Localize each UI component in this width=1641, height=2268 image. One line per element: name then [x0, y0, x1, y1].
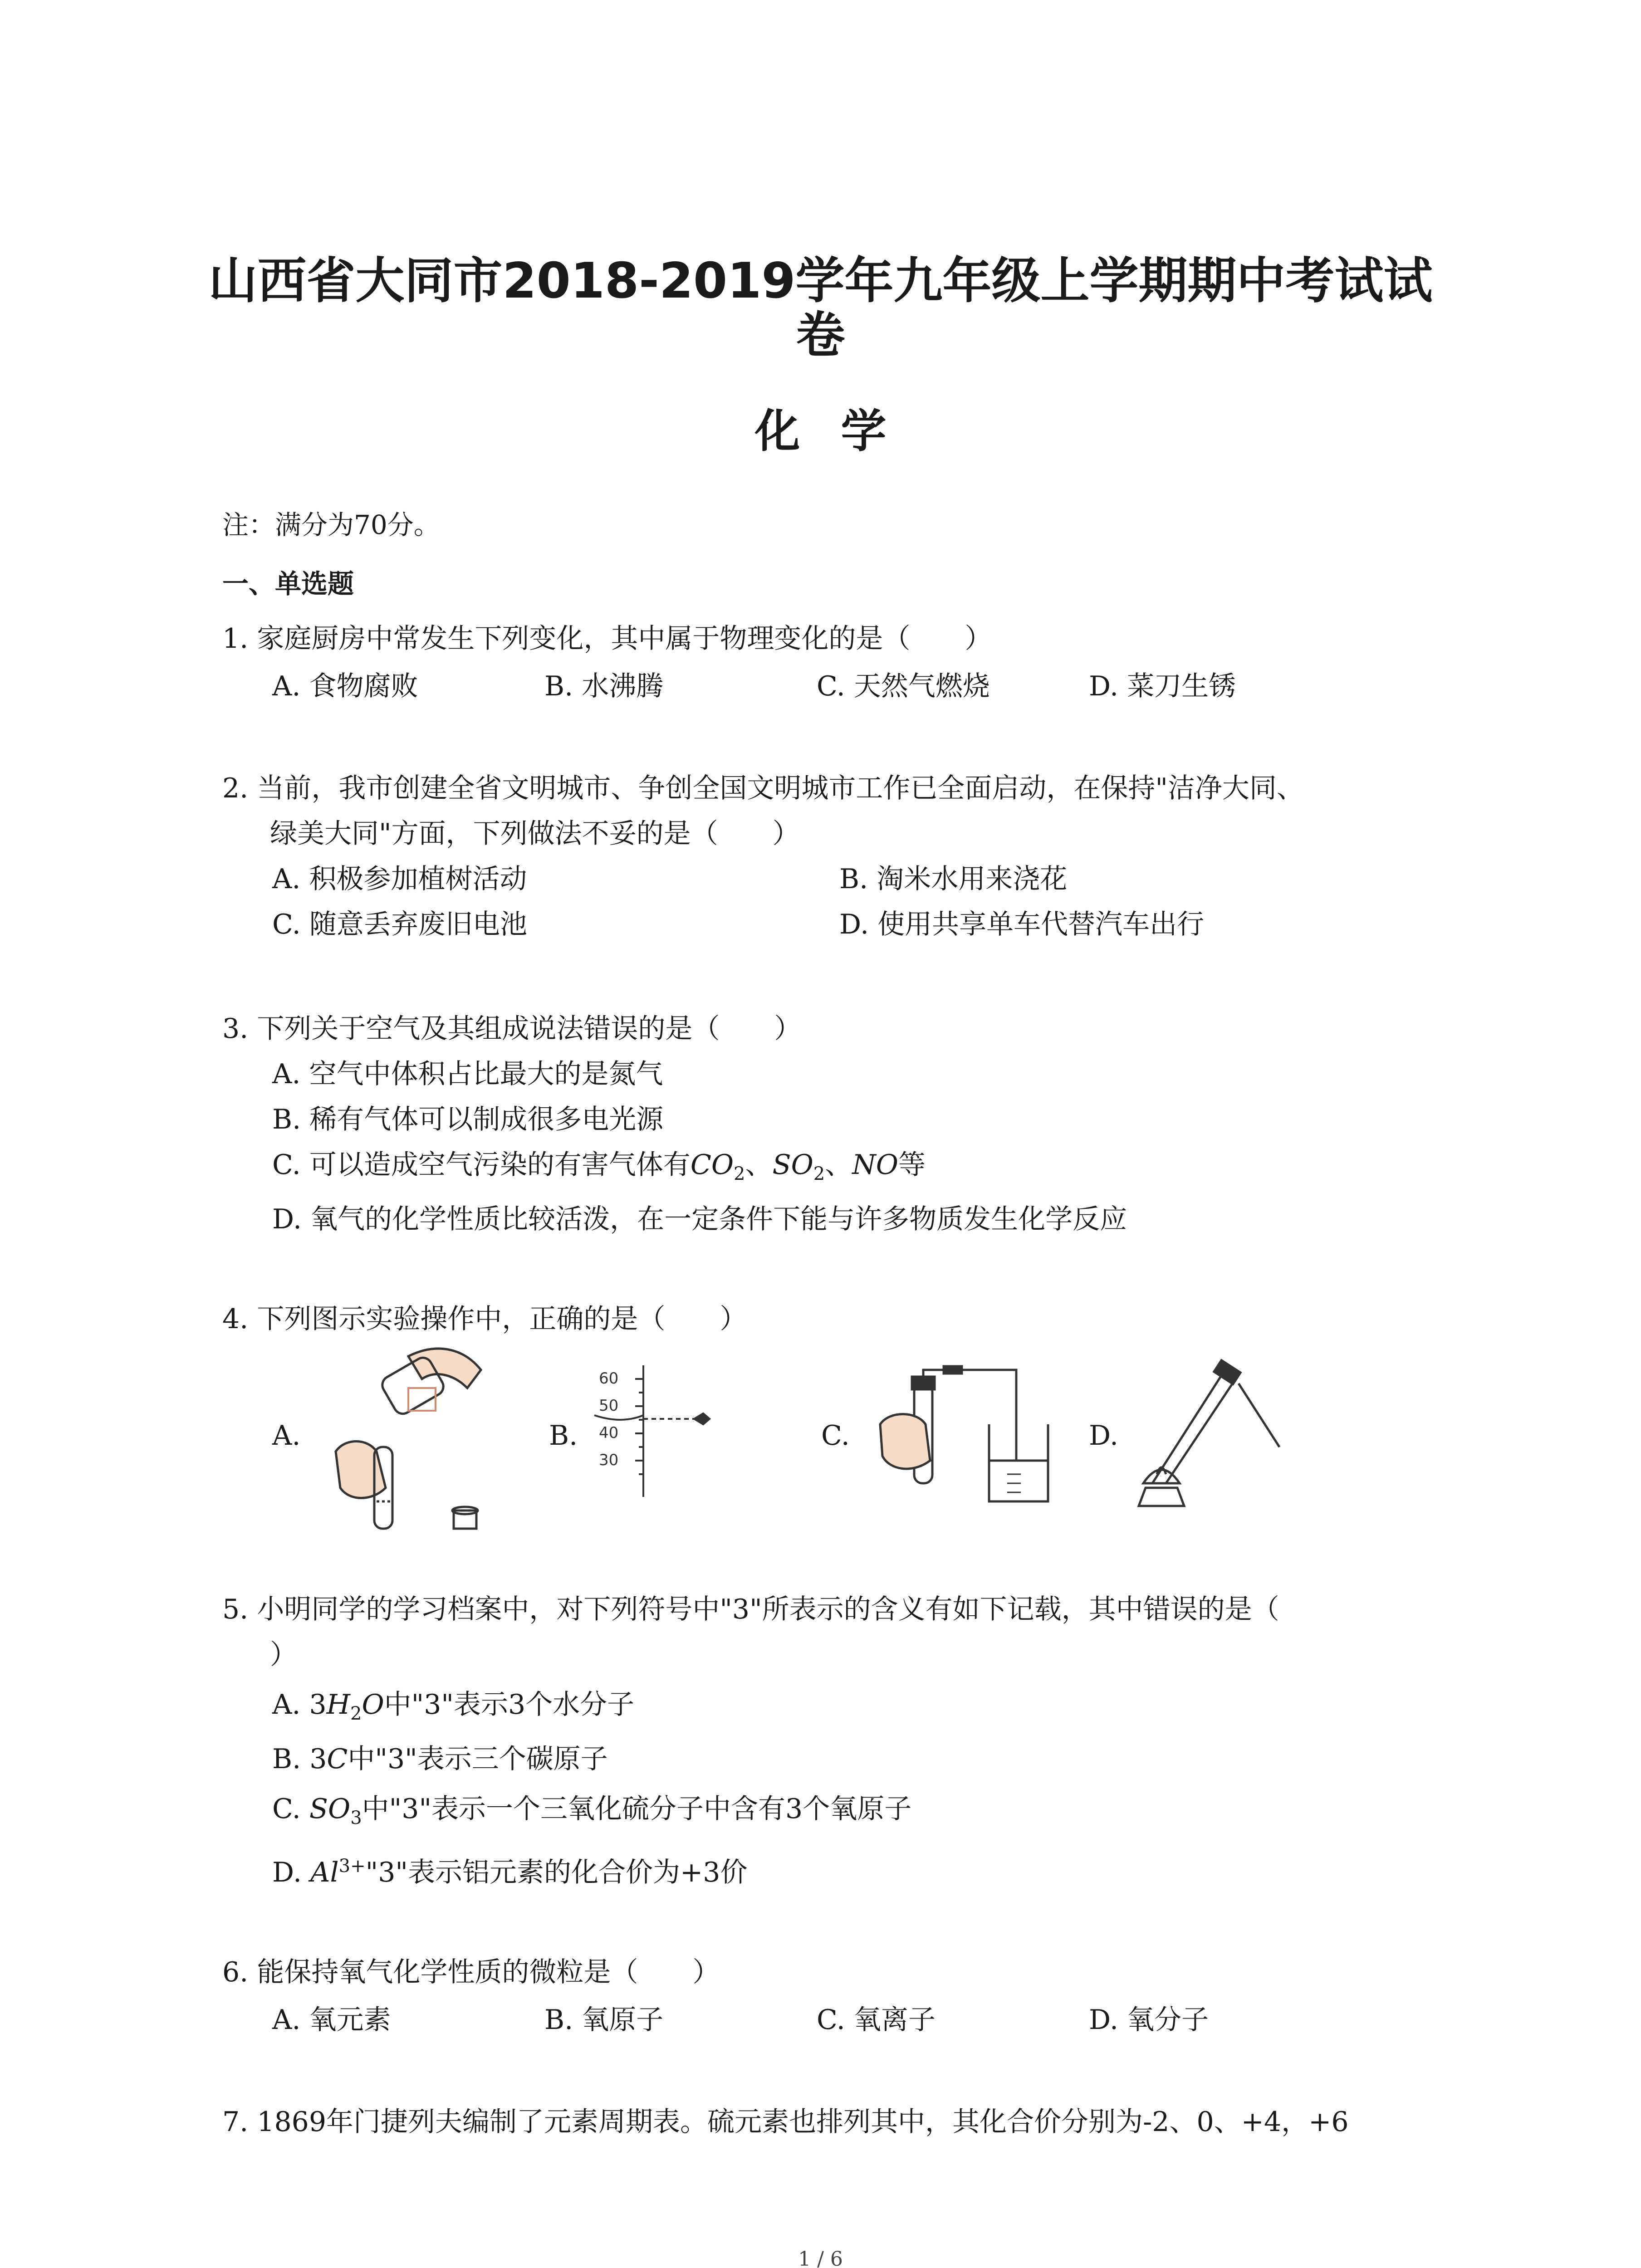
formula-co2: $CO_2$ [690, 1149, 745, 1184]
page-number: 1 / 6 [798, 2248, 843, 2268]
q4-label-a: A. [272, 1420, 301, 1452]
q2-option-c: C. 随意丢弃废旧电池 [272, 909, 527, 940]
q5-option-d: D. $Al^{3+}"3$"表示铝元素的化合价为+3价 [272, 1856, 748, 1888]
q6-option-d: D. 氧分子 [1089, 2004, 1209, 2036]
section-heading: 一、单选题 [222, 568, 354, 599]
q2-option-b: B. 淘米水用来浇花 [839, 863, 1068, 895]
q4-figure-d-heating-tube [1134, 1356, 1288, 1510]
cylinder-tick-50: 50 [599, 1397, 619, 1415]
cylinder-tick-60: 60 [599, 1369, 619, 1388]
q7-stem: 7. 1869年门捷列夫编制了元素周期表。硫元素也排列其中，其化合价分别为-2、0、+4，+6 [222, 2106, 1349, 2138]
formula-so3: $SO_3$ [309, 1793, 362, 1828]
formula-no: NO [852, 1149, 898, 1181]
q4-label-d: D. [1089, 1420, 1119, 1452]
q3-option-b: B. 稀有气体可以制成很多电光源 [272, 1104, 664, 1135]
q4-figure-c-airtight-check [871, 1370, 1062, 1506]
q3-option-a: A. 空气中体积占比最大的是氮气 [272, 1058, 663, 1090]
q1-option-d: D. 菜刀生锈 [1089, 670, 1236, 702]
cylinder-tick-30: 30 [599, 1451, 619, 1469]
q5-option-c: C. $SO_3$中"3"表示一个三氧化硫分子中含有3个氧原子 [272, 1793, 912, 1828]
q3-option-d: D. 氧气的化学性质比较活泼，在一定条件下能与许多物质发生化学反应 [272, 1203, 1127, 1235]
q4-figure-b-cylinder [590, 1361, 735, 1506]
q3-stem: 3. 下列关于空气及其组成说法错误的是（ ） [222, 1013, 802, 1045]
q6-option-a: A. 氧元素 [272, 2004, 391, 2036]
q3-option-c-text: C. 可以造成空气污染的有害气体有 [272, 1149, 691, 1181]
q5-stem-line1: 5. 小明同学的学习档案中，对下列符号中"3"所表示的含义有如下记载，其中错误的是（ [222, 1593, 1279, 1625]
q4-label-c: C. [821, 1420, 850, 1452]
q1-option-b: B. 水沸腾 [544, 670, 664, 702]
q5-option-a: A. $3H_2O$中"3"表示3个水分子 [272, 1689, 635, 1724]
q2-option-d: D. 使用共享单车代替汽车出行 [839, 909, 1205, 940]
subject-title: 化学 [754, 405, 927, 458]
formula-al3plus: $Al^{3+}$ [310, 1856, 366, 1888]
q5-stem-line2: ） [270, 1639, 297, 1671]
formula-c: C [327, 1743, 348, 1775]
cylinder-tick-40: 40 [599, 1424, 619, 1442]
q2-stem-line1: 2. 当前，我市创建全省文明城市、争创全国文明城市工作已全面启动，在保持"洁净大同、 [222, 772, 1304, 804]
score-note: 注：满分为70分。 [222, 509, 440, 540]
q6-option-b: B. 氧原子 [544, 2004, 664, 2036]
q2-stem-line2: 绿美大同"方面，下列做法不妥的是（ ） [270, 818, 800, 850]
q6-option-c: C. 氧离子 [817, 2004, 936, 2036]
exam-title-line2: 卷 [796, 307, 845, 364]
q1-option-c: C. 天然气燃烧 [817, 670, 990, 702]
q1-stem: 1. 家庭厨房中常发生下列变化，其中属于物理变化的是（ ） [222, 623, 992, 655]
q1-option-a: A. 食物腐败 [272, 670, 418, 702]
q4-figure-a-pouring [318, 1338, 499, 1538]
q3-option-c: C. 可以造成空气污染的有害气体有$CO_2$、$SO_2$、NO等 [272, 1149, 926, 1184]
q6-stem: 6. 能保持氧气化学性质的微粒是（ ） [222, 1956, 720, 1988]
exam-title-line1: 山西省大同市2018-2019学年九年级上学期期中考试试 [208, 253, 1433, 309]
q2-option-a: A. 积极参加植树活动 [272, 863, 527, 895]
formula-so2: $SO_2$ [772, 1149, 825, 1184]
q4-stem: 4. 下列图示实验操作中，正确的是（ ） [222, 1303, 747, 1335]
formula-h2o: $H_2O$ [326, 1689, 384, 1724]
q4-label-b: B. [549, 1420, 578, 1452]
q5-option-b: B. 3C中"3"表示三个碳原子 [272, 1743, 608, 1775]
